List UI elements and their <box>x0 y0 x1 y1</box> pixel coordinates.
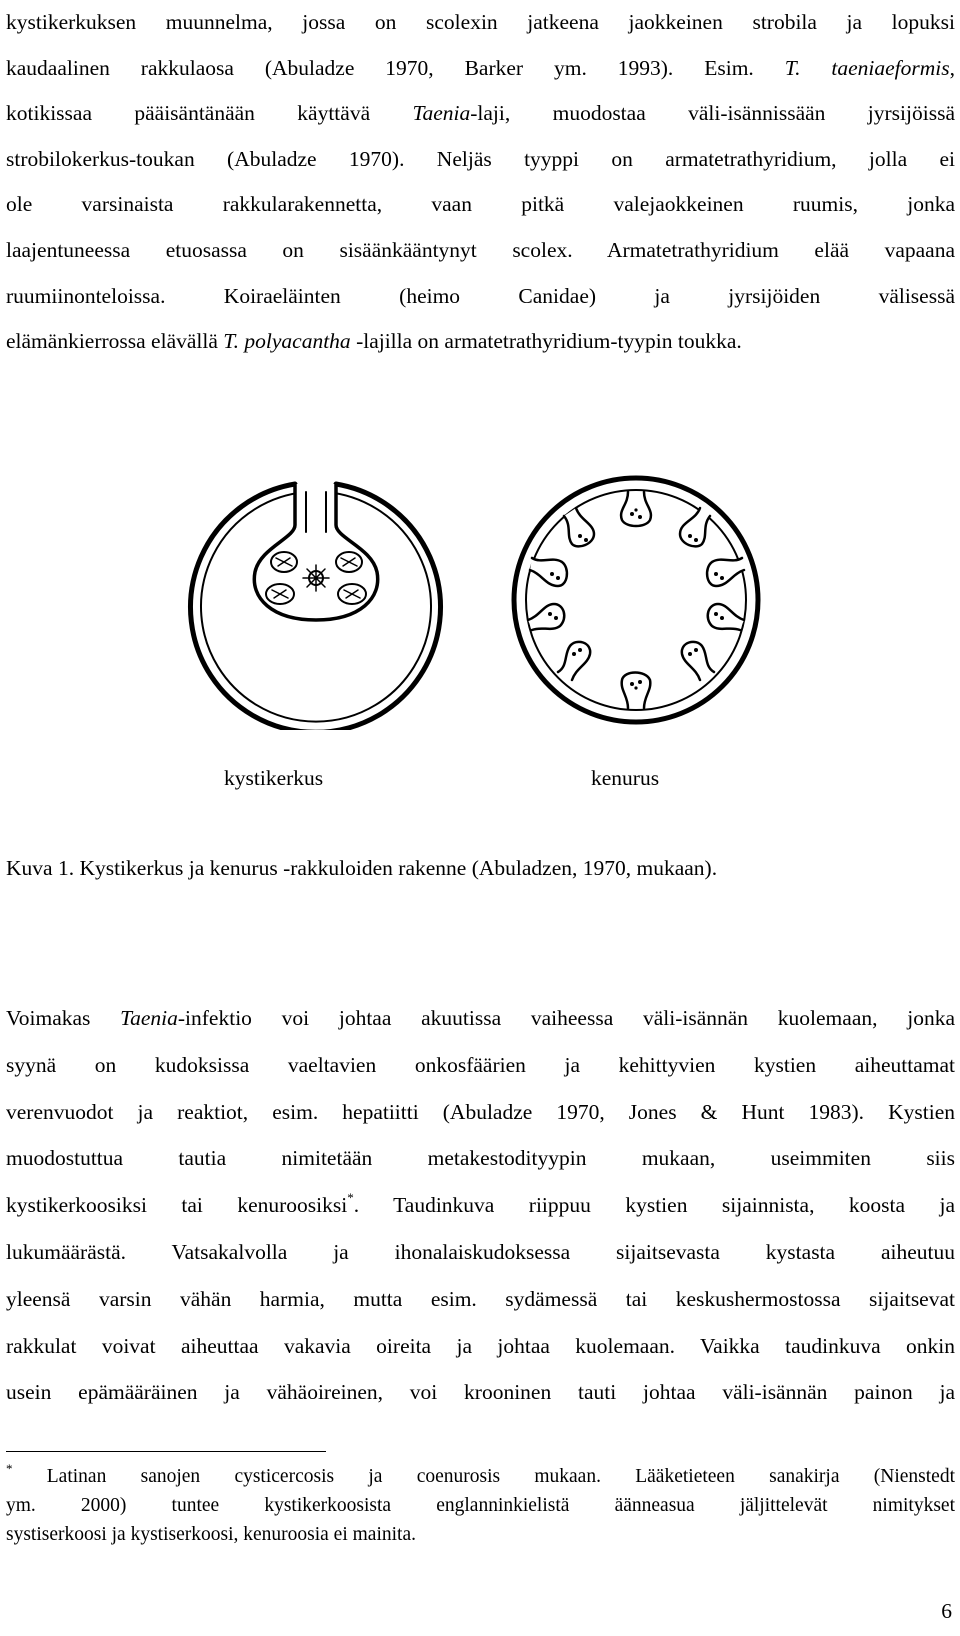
p2-line: rakkulat voivat aiheuttaa vakavia oireita ja johtaa kuolemaan. Vaikka taudinkuva onkin <box>6 1333 955 1358</box>
p2-line: kystikerkoosiksi tai kenuroosiksi*. Taudinkuva riippuu kystien sijainnista, koosta ja <box>6 1190 955 1218</box>
footnote-line: systiserkoosi ja kystiserkoosi, kenuroosia ei mainita. <box>6 1524 416 1545</box>
cysticercus-drawing <box>191 484 441 730</box>
p1-line: strobilokerkus-toukan (Abuladze 1970). Neljäs tyyppi on armatetrathyridium, jolla ei <box>6 146 955 171</box>
p2-line: Voimakas Taenia-infektio voi johtaa akuutissa vaiheessa väli-isännän kuolemaan, jonka <box>6 1006 955 1030</box>
page-number: 6 <box>941 1599 952 1623</box>
p2-line: verenvuodot ja reaktiot, esim. hepatiitti (Abuladze 1970, Jones & Hunt 1983). Kystien <box>6 1099 955 1124</box>
footnote-ref[interactable]: * <box>347 1190 354 1206</box>
p1-line: ruumiinonteloissa. Koiraeläinten (heimo Canidae) ja jyrsijöiden välisessä <box>6 283 955 308</box>
paragraph-2 <box>6 996 955 1417</box>
footnote-line: * Latinan sanojen cysticercosis ja coenurosis mukaan. Lääketieteen sanakirja (Nienstedt <box>6 1460 955 1487</box>
p1-line: kaudaalinen rakkulaosa (Abuladze 1970, Barker ym. 1993). Esim. T. taeniaeformis, <box>6 55 956 80</box>
p1-line: laajentuneessa etuosassa on sisäänkääntynyt scolex. Armatetrathyridium elää vapaana <box>6 237 955 262</box>
p2-line: usein epämääräinen ja vähäoireinen, voi krooninen tauti johtaa väli-isännän painon ja <box>6 1380 955 1405</box>
p2-line: muodostuttua tautia nimitetään metakestodityypin mukaan, useimmiten siis <box>6 1146 955 1171</box>
footnote-divider <box>6 1451 326 1452</box>
coenurus-drawing <box>514 478 758 722</box>
p2-line: lukumäärästä. Vatsakalvolla ja ihonalaiskudoksessa sijaitsevasta kystasta aiheutuu <box>6 1239 955 1264</box>
footnote <box>6 1462 955 1549</box>
figure-illustration <box>0 470 960 730</box>
footnote-line: ym. 2000) tuntee kystikerkoosista englanninkielistä äänneasua jäljittelevät nimitykset <box>6 1495 955 1516</box>
figure-caption: Kuva 1. Kystikerkus ja kenurus -rakkuloiden rakenne (Abuladzen, 1970, mukaan). <box>6 856 718 880</box>
p2-line: syynä on kudoksissa vaeltavien onkosfäärien ja kehittyvien kystien aiheuttamat <box>6 1052 955 1077</box>
footnote-marker: * <box>6 1460 13 1476</box>
p1-line: kotikissaa pääisäntänään käyttävä Taenia-laji, muodostaa väli-isännissään jyrsijöissä <box>6 101 955 126</box>
figure-label-cysticercus: kystikerkus <box>224 766 324 790</box>
figure-label-coenurus: kenurus <box>591 766 660 790</box>
paragraph-1 <box>6 0 955 365</box>
p1-line: elämänkierrossa elävällä T. polyacantha -lajilla on armatetrathyridium-tyypin toukka. <box>6 329 742 354</box>
p1-line: kystikerkuksen muunnelma, jossa on scolexin jatkeena jaokkeinen strobila ja lopuksi <box>6 10 955 34</box>
p1-line: ole varsinaista rakkularakennetta, vaan pitkä valejaokkeinen ruumis, jonka <box>6 192 955 217</box>
p2-line: yleensä varsin vähän harmia, mutta esim. sydämessä tai keskushermostossa sijaitsevat <box>6 1286 955 1311</box>
